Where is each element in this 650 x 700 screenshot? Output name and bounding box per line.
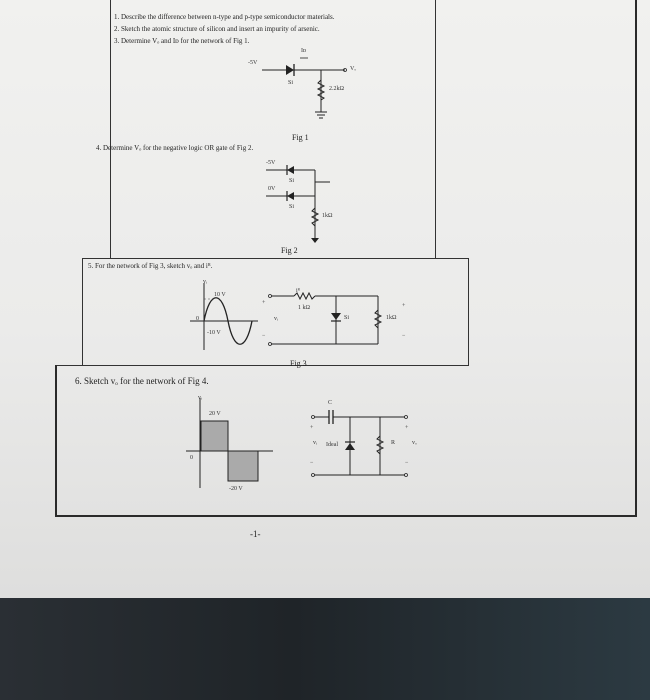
fig2-diode2-label: Si [289,204,295,210]
fig4-out-plus-label: + [405,425,409,431]
fig4-input-axis-label: vᵢ [198,395,202,401]
fig3-diode-label: Si [344,315,350,321]
question-4: 4. Determine Vₒ for the negative logic OR gate of Fig 2. [96,144,254,152]
page-number: -1- [250,529,261,539]
fig3-resistor-label: 1 kΩ [298,305,310,311]
fig3-source-label: vᵢ [274,316,278,322]
fig3-vpos-label: 10 V [214,292,226,298]
fig3-vneg-label: -10 V [207,330,221,336]
fig1-resistor-label: 2.2kΩ [329,86,344,92]
fig4-output-label: vₒ [412,440,417,446]
fig1-output-label: Vₒ [350,66,357,72]
fig1-current-label: Iᴅ [301,48,307,54]
question-2: 2. Sketch the atomic structure of silicon and insert an impurity of arsenic. [114,25,320,33]
fig4-vneg-label: -20 V [229,486,243,492]
fig2-input2-label: 0V [268,186,276,192]
fig2-resistor-label: 1kΩ [322,213,333,219]
fig4-resistor-label: R [391,440,396,446]
fig3-plus-label: + [262,300,266,306]
fig3-current-label: iᴿ [296,288,301,294]
fig3-minus-label: − [262,333,266,339]
fig1-caption: Fig 1 [292,133,309,142]
fig4-source-label: vᵢ [313,440,317,446]
background-surface [0,598,650,700]
fig2-diode1-label: Si [289,178,295,184]
fig3-load-label: 1kΩ [386,315,397,321]
fig4-plus-label: + [310,425,314,431]
fig4-origin-label: 0 [190,455,193,461]
fig4-capacitor-label: C [328,400,333,406]
fig3-caption: Fig 3 [290,359,307,368]
fig3-origin-label: 0 [196,316,199,322]
fig4-diode-label: Ideal [326,442,338,448]
question-5: 5. For the network of Fig 3, sketch vₒ and iᴿ. [88,262,213,270]
question-6: 6. Sketch vₒ for the network of Fig 4. [75,376,209,386]
fig2-input1-label: -5V [266,160,276,166]
fig1-diode-label: Si [288,80,294,86]
question-1: 1. Describe the difference between n-type and p-type semiconductor materials. [114,13,335,21]
fig3-out-plus-label: + [402,303,406,309]
fig4-out-minus-label: − [405,460,409,466]
question-3: 3. Determine Vₒ and Iᴅ for the network of Fig 1. [114,37,250,45]
fig2-caption: Fig 2 [281,246,298,255]
fig4-vpos-label: 20 V [209,411,221,417]
fig1-source-label: -5V [248,60,258,66]
fig3-out-minus-label: − [402,333,406,339]
fig3-input-axis-label: vᵢ [203,279,207,285]
fig4-minus-label: − [310,460,314,466]
